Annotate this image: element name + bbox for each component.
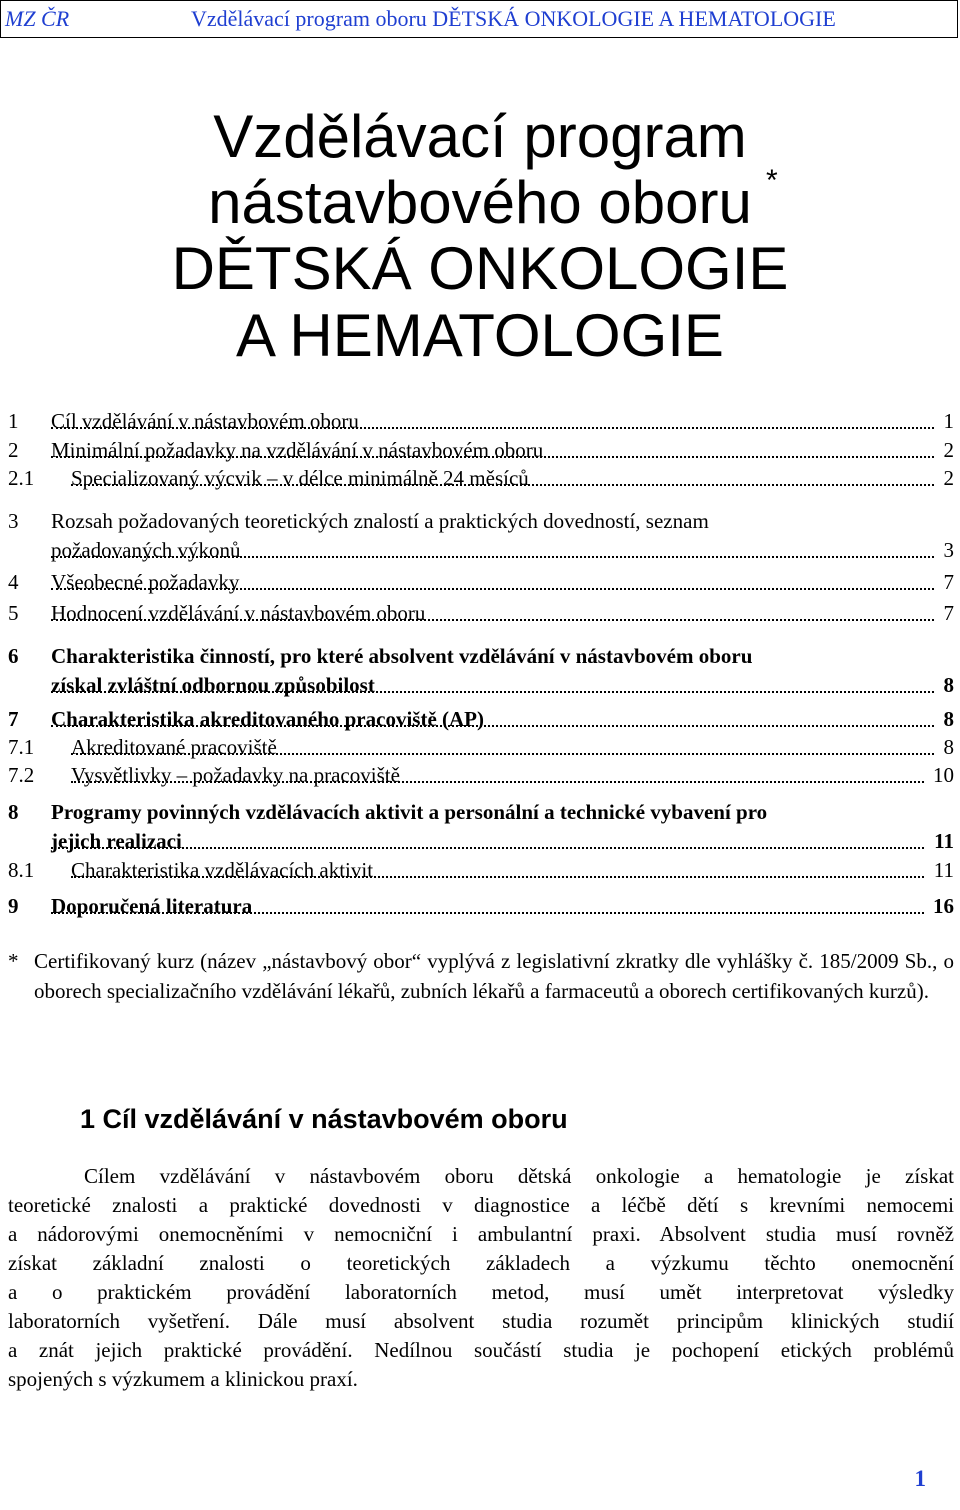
toc-text: Specializovaný výcvik – v délce minimálně 24 měsíců bbox=[71, 463, 531, 493]
toc-entry[interactable] bbox=[8, 435, 954, 465]
header-right: Vzdělávací program oboru DĚTSKÁ ONKOLOGIE A HEMATOLOGIE bbox=[191, 6, 836, 31]
toc-leader bbox=[51, 847, 924, 849]
toc-entry[interactable] bbox=[8, 760, 954, 790]
toc-page: 7 bbox=[942, 567, 955, 597]
footnote-text: Certifikovaný kurz (název „nástavbový obor“ vyplývá z legislativní zkratky dle vyhlášky č. 185/2009 Sb., o oborech specializačního vzdělávání lékařů, zubních lékařů a farmaceutů a oborech certifikovaných kurzů). bbox=[34, 949, 954, 1003]
toc-text: Programy povinných vzdělávacích aktivit a personální a technické vybavení pro bbox=[51, 797, 769, 827]
toc-number: 8.1 bbox=[8, 858, 35, 882]
running-header bbox=[0, 0, 958, 38]
paragraph-line: laboratorních vyšetření. Dále musí absolvent studia rozumět principům klinických studií bbox=[8, 1309, 954, 1333]
toc-text: požadovaných výkonů bbox=[51, 535, 243, 565]
toc-number: 2.1 bbox=[8, 466, 35, 490]
toc-text: Charakteristika vzdělávacích aktivit bbox=[71, 855, 375, 885]
toc-page: 7 bbox=[942, 598, 955, 628]
toc-entry[interactable] bbox=[8, 598, 954, 628]
paragraph-line: a o praktickém provádění laboratorních metod, musí umět interpretovat výsledky bbox=[8, 1280, 954, 1304]
toc-leader bbox=[51, 556, 934, 558]
toc-page: 8 bbox=[942, 704, 955, 734]
toc-number: 8 bbox=[8, 800, 19, 824]
title-line-2: nástavbového oboru bbox=[208, 169, 752, 236]
toc-text: jejich realizaci bbox=[51, 826, 184, 856]
toc-text: Akreditované pracoviště bbox=[71, 732, 279, 762]
toc-leader bbox=[51, 691, 934, 693]
toc-entry[interactable] bbox=[8, 535, 954, 565]
footnote-mark: * bbox=[8, 949, 19, 973]
toc-entry[interactable] bbox=[8, 506, 954, 536]
toc-number: 3 bbox=[8, 509, 19, 533]
toc-number: 5 bbox=[8, 601, 19, 625]
header-left: MZ ČR bbox=[5, 6, 70, 31]
toc-entry[interactable] bbox=[8, 891, 954, 921]
paragraph-line: teoretické znalosti a praktické dovednosti v diagnostice a léčbě dětí s krevními nemocemi bbox=[8, 1193, 954, 1217]
title-footnote-mark: * bbox=[766, 164, 778, 197]
toc-text: Cíl vzdělávání v nástavbovém oboru bbox=[51, 406, 361, 436]
toc-leader bbox=[51, 456, 934, 458]
toc-text: Doporučená literatura bbox=[51, 891, 254, 921]
toc-page: 1 bbox=[942, 406, 955, 436]
toc-page: 2 bbox=[942, 435, 955, 465]
toc-number: 2 bbox=[8, 438, 19, 462]
title-line-1: Vzdělávací program bbox=[213, 103, 747, 170]
toc-number: 7 bbox=[8, 707, 19, 731]
toc-text: Minimální požadavky na vzdělávání v nástavbovém oboru bbox=[51, 435, 545, 465]
toc-number: 9 bbox=[8, 894, 19, 918]
toc-number: 1 bbox=[8, 409, 19, 433]
toc-leader bbox=[71, 876, 924, 878]
toc-text: Rozsah požadovaných teoretických znalostí a praktických dovedností, seznam bbox=[51, 506, 711, 536]
toc-text: získal zvláštní odbornou způsobilost bbox=[51, 670, 377, 700]
title-line-4: A HEMATOLOGIE bbox=[236, 302, 724, 369]
section-heading: 1 Cíl vzdělávání v nástavbovém oboru bbox=[80, 1104, 568, 1134]
toc-leader bbox=[71, 484, 934, 486]
toc-leader bbox=[51, 588, 934, 590]
toc-page: 3 bbox=[942, 535, 955, 565]
toc-text: Hodnocení vzdělávání v nástavbovém oboru bbox=[51, 598, 427, 628]
toc-leader bbox=[51, 725, 934, 727]
toc-page: 11 bbox=[932, 826, 954, 856]
toc-text: Vysvětlivky – požadavky na pracoviště bbox=[71, 760, 402, 790]
toc-entry[interactable] bbox=[8, 704, 954, 734]
toc-entry[interactable] bbox=[8, 670, 954, 700]
paragraph-line: spojených s výzkumem a klinickou praxí. bbox=[8, 1367, 358, 1391]
toc-page: 10 bbox=[931, 760, 954, 790]
toc-entry[interactable] bbox=[8, 406, 954, 436]
toc-page: 2 bbox=[942, 463, 955, 493]
toc-number: 6 bbox=[8, 644, 19, 668]
toc-entry[interactable] bbox=[8, 732, 954, 762]
toc-page: 8 bbox=[942, 732, 955, 762]
title-line-3: DĚTSKÁ ONKOLOGIE bbox=[171, 235, 789, 302]
paragraph-line: získat základní znalosti o teoretických základech a výzkumu těchto onemocnění bbox=[8, 1251, 954, 1275]
toc-text: Charakteristika činností, pro které absolvent vzdělávání v nástavbovém oboru bbox=[51, 641, 754, 671]
toc-page: 16 bbox=[931, 891, 954, 921]
toc-entry[interactable] bbox=[8, 641, 954, 671]
toc-leader bbox=[51, 619, 934, 621]
toc-leader bbox=[71, 753, 934, 755]
toc-entry[interactable] bbox=[8, 463, 954, 493]
toc-entry[interactable] bbox=[8, 567, 954, 597]
paragraph-line: Cílem vzdělávání v nástavbovém oboru dětská onkologie a hematologie je získat bbox=[84, 1164, 954, 1188]
paragraph-line: a nádorovými onemocněními v nemocniční i ambulantní praxi. Absolvent studia musí rovněž bbox=[8, 1222, 954, 1246]
toc-number: 7.2 bbox=[8, 763, 35, 787]
toc-leader bbox=[51, 427, 934, 429]
paragraph-line: a znát jejich praktické provádění. Nedílnou součástí studia je pochopení etických problémů bbox=[8, 1338, 954, 1362]
toc-page: 11 bbox=[932, 855, 954, 885]
page-number: 1 bbox=[914, 1466, 926, 1491]
section-paragraph bbox=[8, 1162, 954, 1394]
toc-entry[interactable] bbox=[8, 797, 954, 827]
toc-number: 7.1 bbox=[8, 735, 35, 759]
toc-text: Charakteristika akreditovaného pracoviště (AP) bbox=[51, 704, 486, 734]
toc-leader bbox=[51, 912, 924, 914]
toc-number: 4 bbox=[8, 570, 19, 594]
toc-text: Všeobecné požadavky bbox=[51, 567, 241, 597]
toc-page: 8 bbox=[942, 670, 955, 700]
toc-entry[interactable] bbox=[8, 855, 954, 885]
toc-entry[interactable] bbox=[8, 826, 954, 856]
toc-leader bbox=[71, 781, 924, 783]
